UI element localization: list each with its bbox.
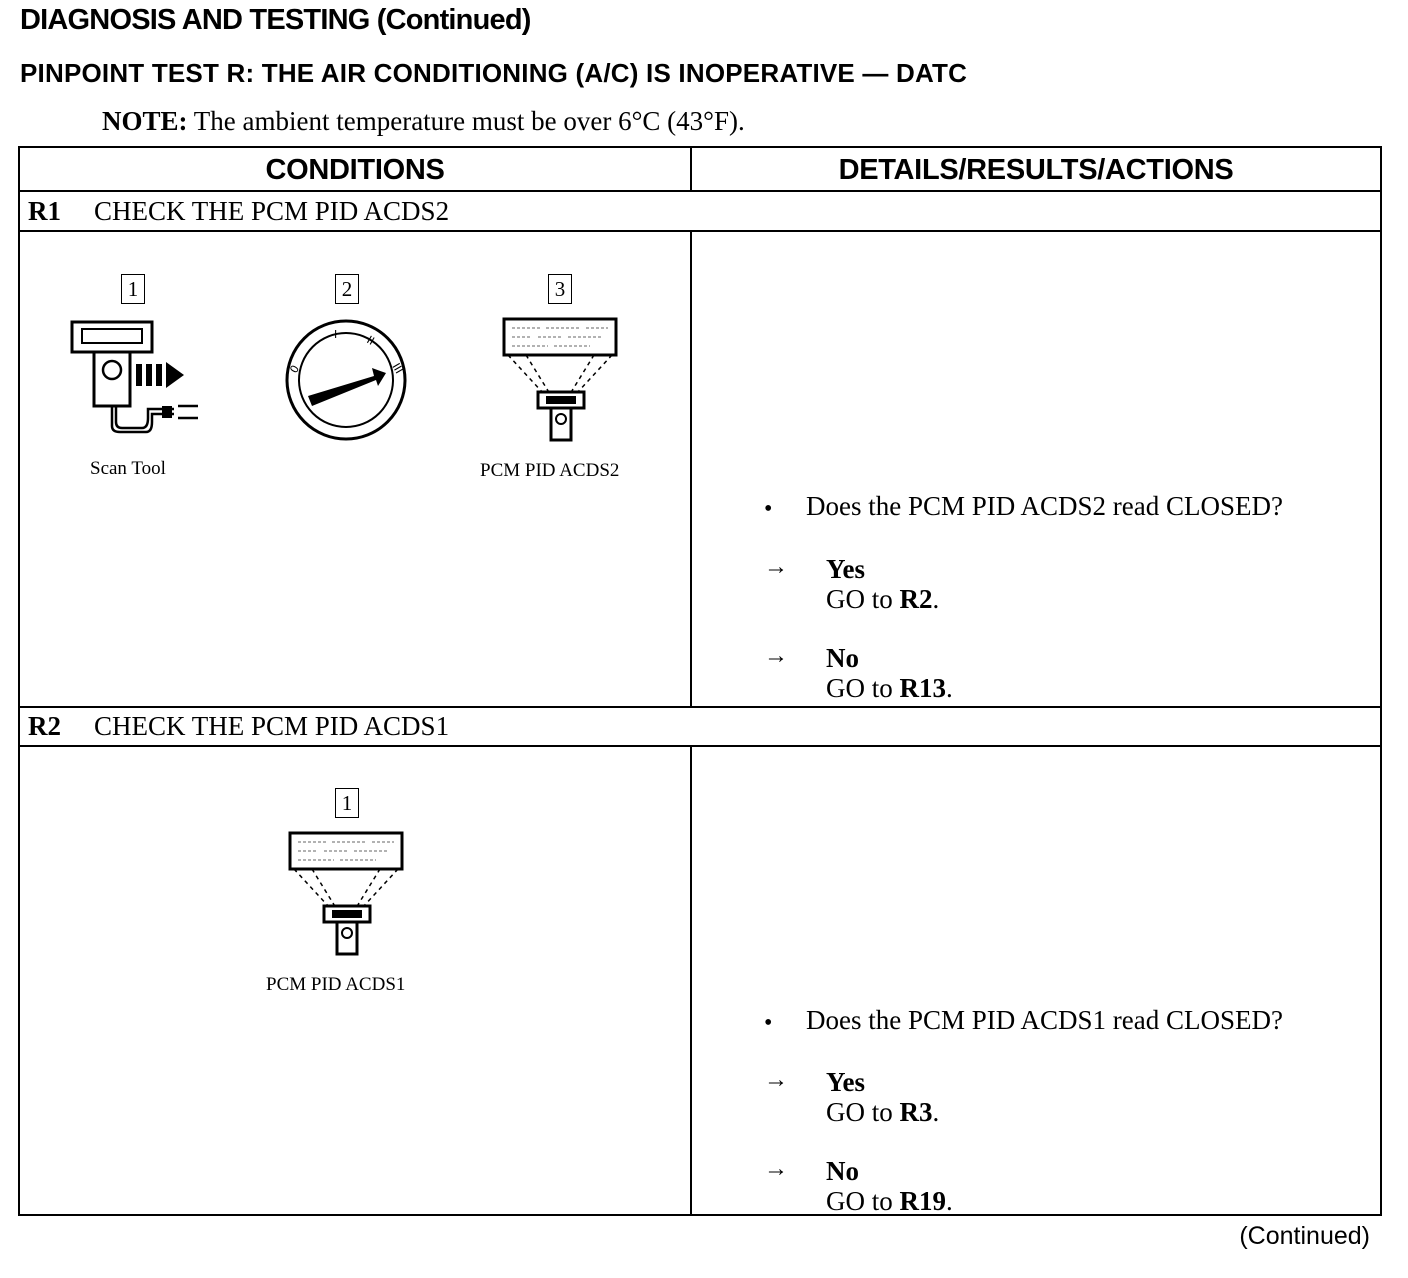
column-header-details: DETAILS/RESULTS/ACTIONS [838,153,1234,186]
bullet-icon: • [764,496,773,522]
result-target: R2 [899,584,933,614]
arrow-right-icon: → [764,1156,788,1182]
test-question: Does the PCM PID ACDS1 read CLOSED? [806,1005,1283,1035]
result-label: No [826,643,859,673]
figure-caption: PCM PID ACDS2 [480,460,620,481]
result-target: R13 [899,673,946,703]
step-id: R2 [28,710,61,741]
result-no [826,1156,953,1216]
result-action: GO to [826,1097,900,1127]
result-label: Yes [826,1067,865,1097]
column-divider [690,745,692,1215]
arrow-right-icon: → [764,1067,788,1093]
result-action: GO to [826,584,900,614]
test-question: Does the PCM PID ACDS2 read CLOSED? [806,491,1283,521]
step-header-r2 [28,708,449,744]
period: . [946,673,953,703]
note-text: The ambient temperature must be over 6°C (43°F). [187,106,745,136]
result-no [826,643,953,703]
continued-label: (Continued) [1239,1222,1370,1250]
column-divider [690,230,692,706]
figure-number: 1 [121,274,145,304]
svg-text:I: I [334,328,338,341]
svg-text:III: III [389,361,406,376]
result-action: GO to [826,673,900,703]
scan-tool-display-icon [288,830,406,958]
column-header-conditions: CONDITIONS [265,153,445,186]
note-label: NOTE: [102,106,188,136]
step-title: CHECK THE PCM PID ACDS1 [94,710,450,741]
row-divider [20,230,1380,232]
scan-tool-display-icon [502,316,620,444]
step-id: R1 [28,195,61,226]
period: . [946,1186,953,1216]
svg-text:II: II [364,333,377,348]
figure-number: 1 [335,788,359,818]
figure-number: 2 [335,274,359,304]
scan-tool-connect-icon [64,316,206,438]
figure-caption: PCM PID ACDS1 [266,974,406,995]
result-target: R3 [899,1097,933,1127]
result-yes [826,554,939,614]
result-label: Yes [826,554,865,584]
row-divider [20,190,1380,192]
note [102,106,745,137]
arrow-right-icon: → [764,554,788,580]
period: . [932,584,940,614]
figure-number: 3 [548,274,572,304]
pinpoint-test-title: PINPOINT TEST R: THE AIR CONDITIONING (A/C) IS INOPERATIVE — DATC [20,58,968,88]
result-action: GO to [826,1186,900,1216]
ignition-switch-icon [282,318,410,442]
result-yes [826,1067,939,1127]
period: . [932,1097,940,1127]
step-header-r1 [28,193,449,229]
result-target: R19 [899,1186,946,1216]
section-title: DIAGNOSIS AND TESTING (Continued) [20,4,531,36]
step-title: CHECK THE PCM PID ACDS2 [94,195,450,226]
pinpoint-test-table [18,146,1382,1216]
figure-caption: Scan Tool [90,458,166,479]
result-label: No [826,1156,859,1186]
row-divider [20,745,1380,747]
arrow-right-icon: → [764,643,788,669]
svg-text:0: 0 [287,362,303,376]
bullet-icon: • [764,1010,773,1036]
